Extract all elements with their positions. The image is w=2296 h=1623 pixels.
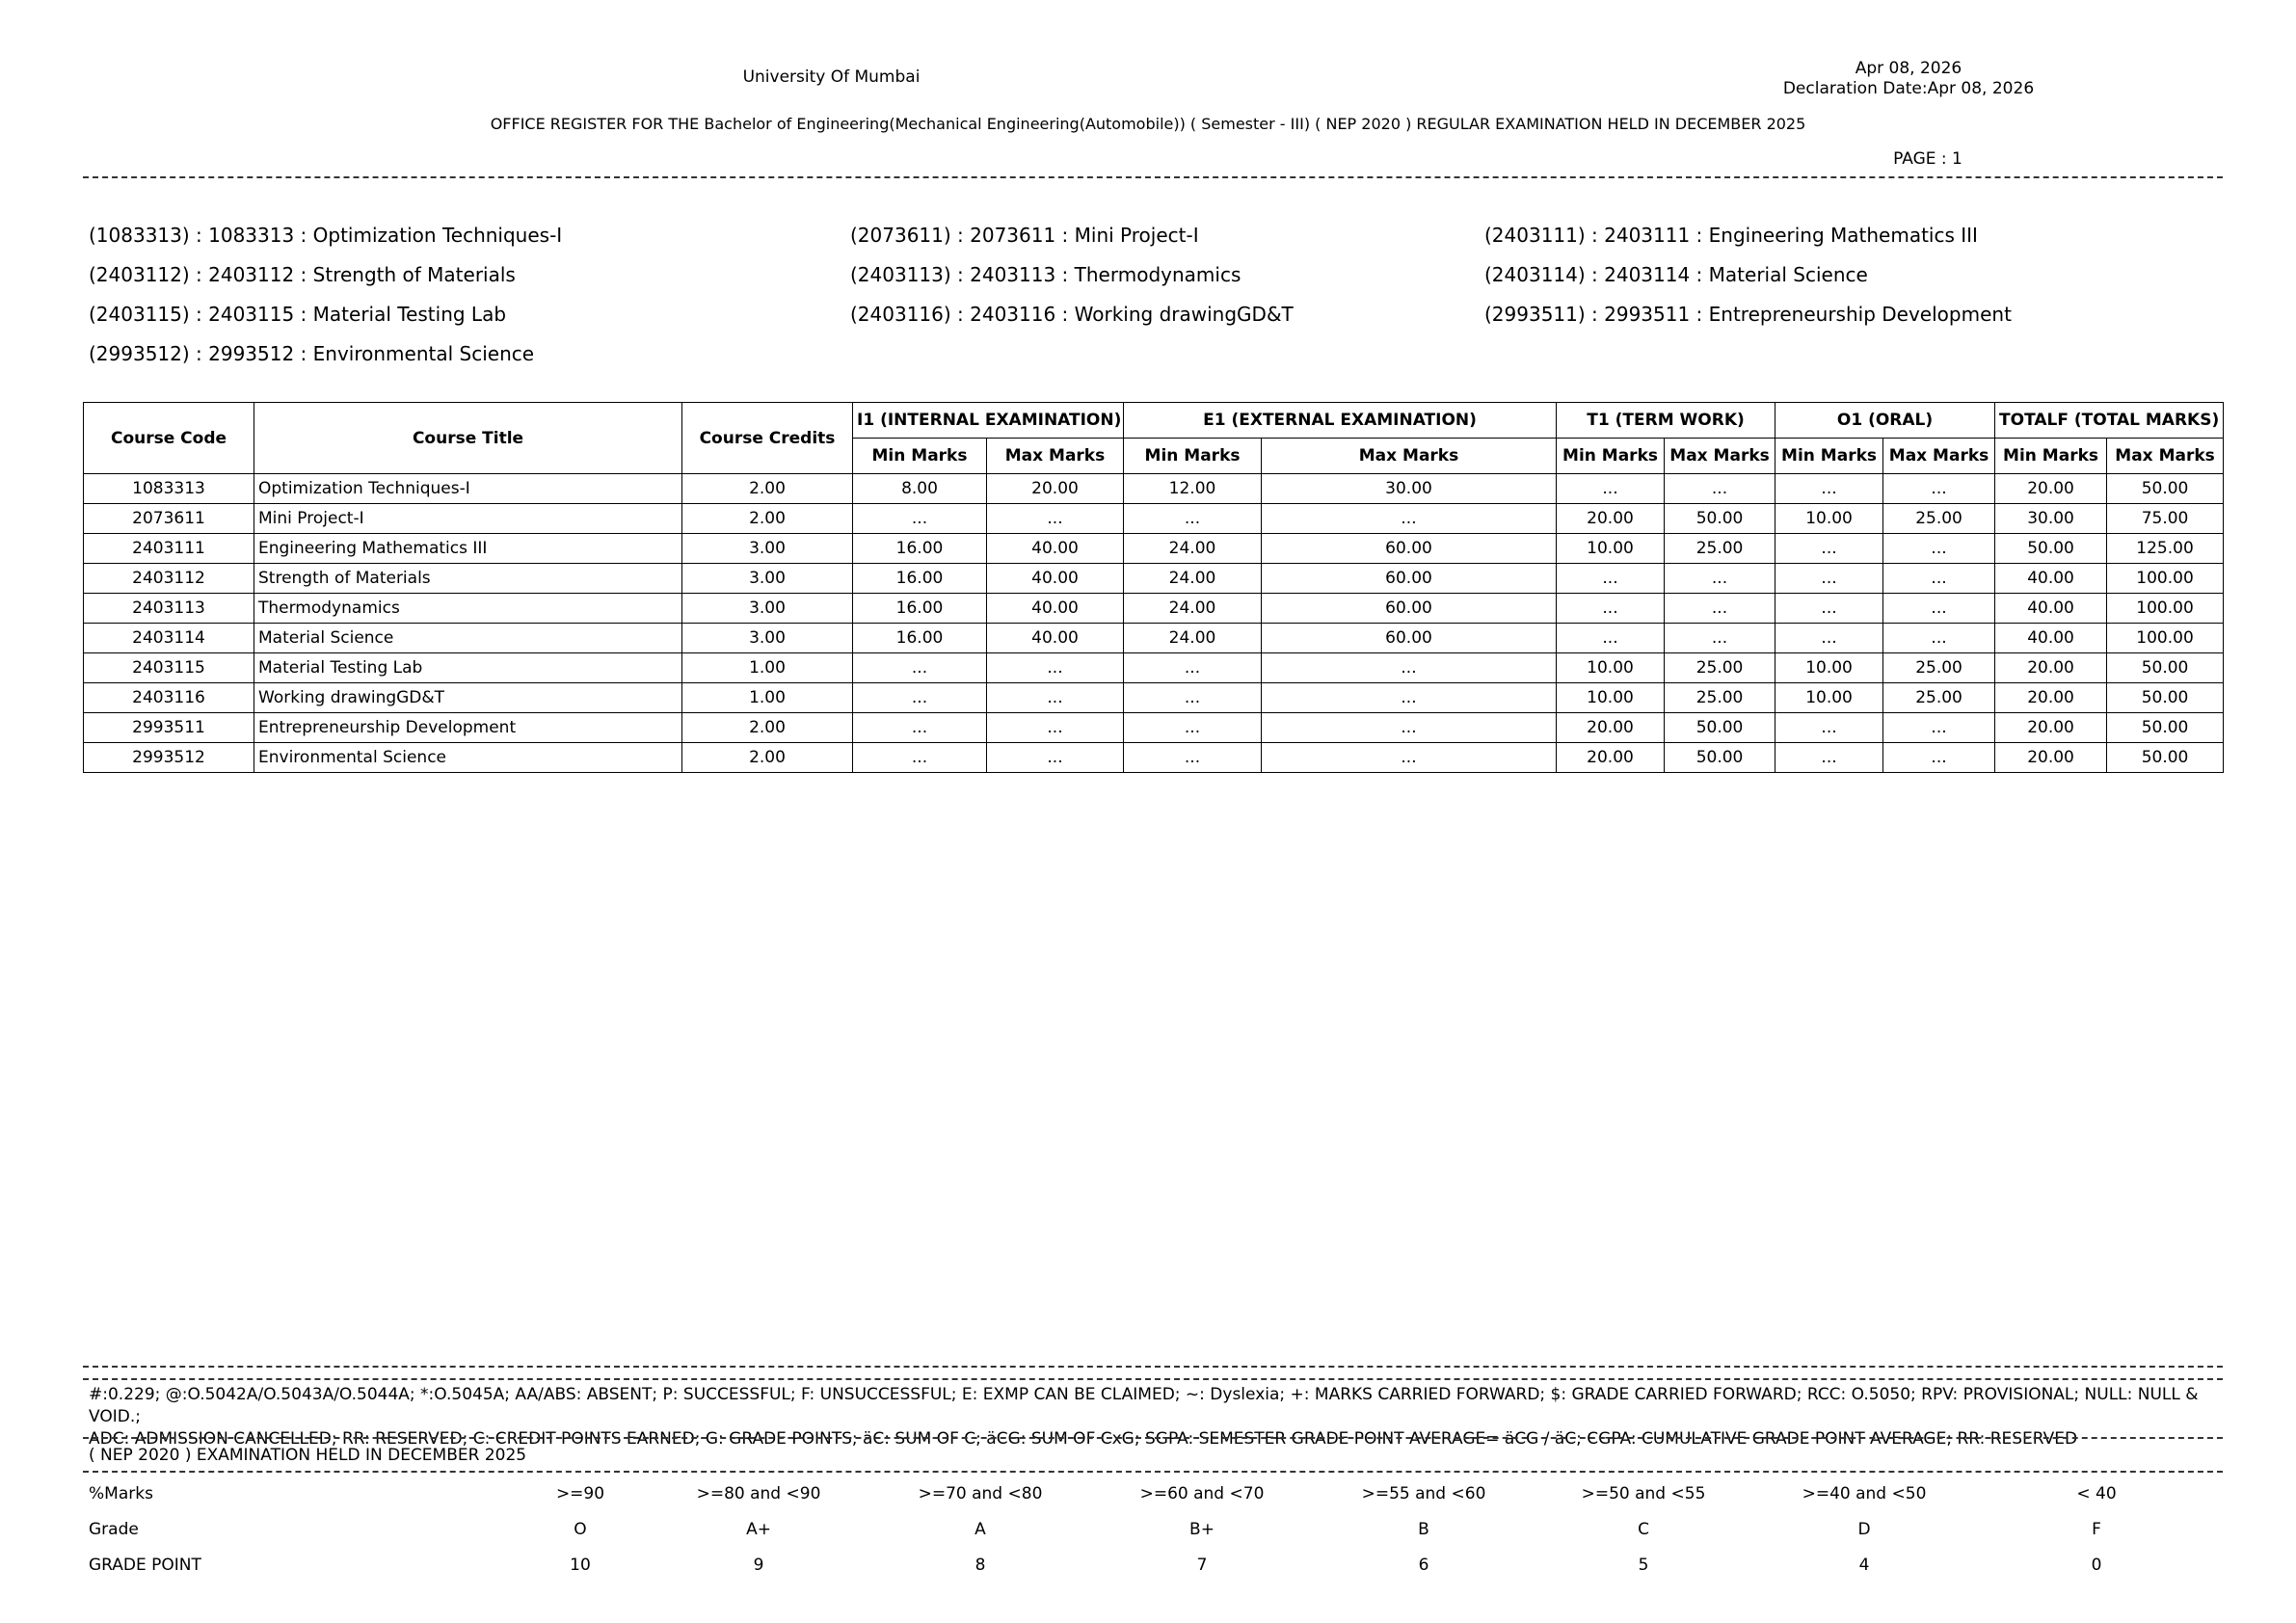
table-row	[84, 534, 2224, 564]
marks-cell: ...	[1262, 713, 1557, 743]
course-title-cell: Mini Project-I	[254, 504, 682, 534]
course-code-cell: 2993512	[84, 743, 254, 773]
grade-cell: A	[974, 1520, 986, 1539]
grade-row	[89, 1484, 2229, 1507]
header-max-marks: Max Marks	[2107, 439, 2224, 474]
marks-cell: ...	[987, 504, 1124, 534]
marks-cell: 20.00	[1995, 474, 2107, 504]
grade-cell: B	[1418, 1520, 1429, 1539]
header-course-credits: Course Credits	[682, 403, 853, 474]
course-code-cell: 2403114	[84, 624, 254, 653]
grade-cell: 8	[974, 1556, 986, 1575]
marks-cell: 20.00	[987, 474, 1124, 504]
marks-cell: 10.00	[1557, 653, 1665, 683]
marks-cell: 40.00	[987, 534, 1124, 564]
marks-cell: ...	[987, 743, 1124, 773]
course-list-item: (2073611) : 2073611 : Mini Project-I	[850, 224, 1199, 247]
marks-cell: 25.00	[1665, 683, 1775, 713]
table-row	[84, 564, 2224, 594]
marks-cell: ...	[1557, 594, 1665, 624]
grade-cell: 9	[753, 1556, 764, 1575]
marks-cell: 30.00	[1262, 474, 1557, 504]
divider-line	[83, 176, 2223, 178]
marks-cell: 16.00	[853, 564, 987, 594]
marks-cell: 50.00	[2107, 653, 2224, 683]
marks-cell: 50.00	[2107, 713, 2224, 743]
divider-line	[83, 1366, 2223, 1368]
marks-cell: 10.00	[1775, 504, 1883, 534]
marks-cell: ...	[987, 713, 1124, 743]
course-list-item: (2403111) : 2403111 : Engineering Mathematics III	[1484, 224, 1978, 247]
marks-cell: 100.00	[2107, 594, 2224, 624]
marks-cell: ...	[1775, 743, 1883, 773]
marks-cell: 40.00	[1995, 564, 2107, 594]
grade-row-label: %Marks	[89, 1484, 153, 1503]
legend-line: #:0.229; @:O.5042A/O.5043A/O.5044A; *:O.5045A; AA/ABS: ABSENT; P: SUCCESSFUL; F: UNSUCCESSFUL; E: EXMP CAN BE CLAIMED; ~: Dyslexia; +: MARKS CARRIED FORWARD; $: GRADE CARRIED FORWARD; RCC: O.5050; RPV: PROVISIONAL; NULL: NULL & VOID.;	[89, 1385, 2199, 1426]
table-row	[84, 474, 2224, 504]
course-list-item: (2403116) : 2403116 : Working drawingGD&T	[850, 303, 1294, 326]
marks-cell: ...	[1775, 594, 1883, 624]
marks-cell: 3.00	[682, 534, 853, 564]
marks-cell: 24.00	[1124, 594, 1262, 624]
marks-cell: 2.00	[682, 743, 853, 773]
grade-row	[89, 1520, 2229, 1543]
course-code-cell: 2403112	[84, 564, 254, 594]
marks-cell: 12.00	[1124, 474, 1262, 504]
header-max-marks: Max Marks	[1262, 439, 1557, 474]
course-title-cell: Working drawingGD&T	[254, 683, 682, 713]
course-list-item: (2403114) : 2403114 : Material Science	[1484, 263, 1868, 286]
marks-cell: ...	[1262, 504, 1557, 534]
marks-cell: 20.00	[1995, 713, 2107, 743]
header-min-marks: Min Marks	[1557, 439, 1665, 474]
course-title-cell: Strength of Materials	[254, 564, 682, 594]
header-max-marks: Max Marks	[1883, 439, 1995, 474]
header-course-code: Course Code	[84, 403, 254, 474]
marks-cell: 25.00	[1883, 683, 1995, 713]
marks-cell: 50.00	[2107, 743, 2224, 773]
course-title-cell: Entrepreneurship Development	[254, 713, 682, 743]
marks-cell: 50.00	[2107, 683, 2224, 713]
marks-cell: 20.00	[1995, 743, 2107, 773]
course-list-item: (1083313) : 1083313 : Optimization Techniques-I	[89, 224, 563, 247]
marks-cell: 10.00	[1775, 683, 1883, 713]
divider-line	[83, 1437, 2223, 1439]
table-row	[84, 504, 2224, 534]
marks-cell: 40.00	[987, 624, 1124, 653]
marks-cell: 1.00	[682, 653, 853, 683]
course-list-item: (2403115) : 2403115 : Material Testing Lab	[89, 303, 507, 326]
marks-cell: ...	[1775, 474, 1883, 504]
divider-line	[83, 1471, 2223, 1473]
marks-cell: ...	[1665, 594, 1775, 624]
course-title-cell: Thermodynamics	[254, 594, 682, 624]
grade-cell: 6	[1418, 1556, 1429, 1575]
marks-cell: ...	[1665, 624, 1775, 653]
grade-cell: >=55 and <60	[1361, 1484, 1486, 1503]
header-max-marks: Max Marks	[1665, 439, 1775, 474]
grade-cell: C	[1638, 1520, 1649, 1539]
header-min-marks: Min Marks	[1775, 439, 1883, 474]
course-title-cell: Environmental Science	[254, 743, 682, 773]
marks-cell: 40.00	[1995, 624, 2107, 653]
course-code-cell: 2403115	[84, 653, 254, 683]
course-code-cell: 2993511	[84, 713, 254, 743]
marks-cell: 40.00	[1995, 594, 2107, 624]
marks-cell: ...	[853, 713, 987, 743]
marks-cell: 20.00	[1995, 683, 2107, 713]
course-title-cell: Engineering Mathematics III	[254, 534, 682, 564]
marks-cell: ...	[1262, 743, 1557, 773]
course-code-cell: 2403116	[84, 683, 254, 713]
header-total-marks: TOTALF (TOTAL MARKS)	[1995, 403, 2224, 439]
marks-cell: ...	[1557, 564, 1665, 594]
marks-cell: 75.00	[2107, 504, 2224, 534]
marks-cell: 16.00	[853, 534, 987, 564]
grade-cell: >=50 and <55	[1581, 1484, 1706, 1503]
grade-cell: 5	[1638, 1556, 1649, 1575]
marks-cell: 3.00	[682, 594, 853, 624]
divider-line	[83, 1378, 2223, 1380]
course-code-cell: 1083313	[84, 474, 254, 504]
table-row	[84, 594, 2224, 624]
header-internal-exam: I1 (INTERNAL EXAMINATION)	[853, 403, 1124, 439]
marks-cell: ...	[1124, 743, 1262, 773]
marks-cell: 16.00	[853, 624, 987, 653]
marks-cell: ...	[853, 504, 987, 534]
abbreviation-legend	[89, 1384, 2229, 1450]
grade-cell: 7	[1196, 1556, 1208, 1575]
marks-cell: 10.00	[1557, 683, 1665, 713]
table-row	[84, 624, 2224, 653]
grade-cell: >=80 and <90	[696, 1484, 821, 1503]
course-code-cell: 2073611	[84, 504, 254, 534]
marks-cell: ...	[1883, 564, 1995, 594]
marks-cell: ...	[1557, 474, 1665, 504]
header-term-work: T1 (TERM WORK)	[1557, 403, 1775, 439]
course-code-cell: 2403111	[84, 534, 254, 564]
header-course-title: Course Title	[254, 403, 682, 474]
header-oral: O1 (ORAL)	[1775, 403, 1995, 439]
course-list-item: (2403113) : 2403113 : Thermodynamics	[850, 263, 1241, 286]
marks-cell: 60.00	[1262, 594, 1557, 624]
marks-cell: 20.00	[1995, 653, 2107, 683]
course-title-cell: Material Testing Lab	[254, 653, 682, 683]
table-row	[84, 713, 2224, 743]
marks-cell: 50.00	[2107, 474, 2224, 504]
marks-cell: ...	[1124, 713, 1262, 743]
marks-cell: ...	[1883, 624, 1995, 653]
marks-cell: ...	[1124, 683, 1262, 713]
marks-cell: 10.00	[1557, 534, 1665, 564]
marks-cell: ...	[1124, 653, 1262, 683]
course-list-item: (2403112) : 2403112 : Strength of Materials	[89, 263, 516, 286]
marks-cell: 3.00	[682, 564, 853, 594]
grade-cell: 10	[570, 1556, 591, 1575]
marks-cell: 50.00	[1665, 713, 1775, 743]
marks-cell: 40.00	[987, 594, 1124, 624]
marks-cell: 2.00	[682, 474, 853, 504]
legend-line: ADC: ADMISSION CANCELLED; RR: RESERVED; C: CREDIT POINTS EARNED; G: GRADE POINTS; äC: SUM OF C; äCG: SUM OF CxG; SGPA: SEMESTER GRADE POINT AVERAGE= äCG / äC; CGPA: CUMULATIVE GRADE POINT AVERAGE; RR: RESERVED	[89, 1429, 2078, 1449]
header-min-marks: Min Marks	[853, 439, 987, 474]
grade-cell: >=60 and <70	[1139, 1484, 1265, 1503]
marks-cell: 3.00	[682, 624, 853, 653]
table-row	[84, 743, 2224, 773]
marks-cell: 125.00	[2107, 534, 2224, 564]
marks-cell: 30.00	[1995, 504, 2107, 534]
marks-cell: ...	[1883, 743, 1995, 773]
marks-cell: ...	[987, 683, 1124, 713]
marks-cell: 60.00	[1262, 534, 1557, 564]
marks-cell: ...	[853, 683, 987, 713]
course-code-cell: 2403113	[84, 594, 254, 624]
grade-cell: D	[1857, 1520, 1871, 1539]
marks-cell: 2.00	[682, 713, 853, 743]
grade-cell: F	[2092, 1520, 2101, 1539]
marks-cell: 20.00	[1557, 504, 1665, 534]
header-max-marks: Max Marks	[987, 439, 1124, 474]
marks-cell: ...	[1262, 683, 1557, 713]
course-title-cell: Material Science	[254, 624, 682, 653]
course-list-item: (2993512) : 2993512 : Environmental Science	[89, 342, 535, 365]
marks-table	[83, 402, 2224, 773]
university-name: University Of Mumbai	[742, 67, 921, 87]
header-min-marks: Min Marks	[1995, 439, 2107, 474]
marks-table-body	[84, 474, 2224, 773]
marks-cell: 50.00	[1665, 504, 1775, 534]
marks-cell: 20.00	[1557, 713, 1665, 743]
table-row	[84, 653, 2224, 683]
grade-row-label: GRADE POINT	[89, 1556, 201, 1575]
header-min-marks: Min Marks	[1124, 439, 1262, 474]
grade-cell: < 40	[2076, 1484, 2117, 1503]
marks-cell: 8.00	[853, 474, 987, 504]
marks-cell: ...	[1775, 534, 1883, 564]
marks-cell: ...	[853, 743, 987, 773]
marks-cell: ...	[1883, 713, 1995, 743]
marks-cell: 60.00	[1262, 624, 1557, 653]
marks-cell: ...	[1883, 474, 1995, 504]
grade-cell: >=40 and <50	[1802, 1484, 1927, 1503]
marks-cell: ...	[1665, 474, 1775, 504]
office-register-title: OFFICE REGISTER FOR THE Bachelor of Engineering(Mechanical Engineering(Automobile)) ( Semester - III) ( NEP 2020 ) REGULAR EXAMINATION HELD IN DECEMBER 2025	[490, 115, 1806, 133]
marks-cell: 40.00	[987, 564, 1124, 594]
marks-cell: 10.00	[1775, 653, 1883, 683]
marks-cell: 60.00	[1262, 564, 1557, 594]
table-row	[84, 683, 2224, 713]
marks-cell: 25.00	[1883, 653, 1995, 683]
marks-cell: ...	[1262, 653, 1557, 683]
grade-cell: >=90	[555, 1484, 605, 1503]
page-number: PAGE : 1	[1893, 149, 1962, 169]
course-list-item: (2993511) : 2993511 : Entrepreneurship Development	[1484, 303, 2012, 326]
marks-cell: ...	[1557, 624, 1665, 653]
marks-cell: ...	[987, 653, 1124, 683]
marks-cell: ...	[1124, 504, 1262, 534]
marks-cell: 100.00	[2107, 624, 2224, 653]
marks-cell: 50.00	[1665, 743, 1775, 773]
grade-cell: 0	[2091, 1556, 2102, 1575]
grade-cell: B+	[1189, 1520, 1215, 1539]
header-external-exam: E1 (EXTERNAL EXAMINATION)	[1124, 403, 1557, 439]
marks-cell: ...	[1775, 624, 1883, 653]
date-block	[1725, 59, 2092, 99]
marks-cell: 50.00	[1995, 534, 2107, 564]
marks-cell: 24.00	[1124, 624, 1262, 653]
marks-cell: ...	[1775, 713, 1883, 743]
grade-cell: O	[574, 1520, 587, 1539]
marks-cell: 24.00	[1124, 534, 1262, 564]
marks-cell: ...	[1665, 564, 1775, 594]
marks-cell: ...	[1775, 564, 1883, 594]
marks-cell: ...	[1883, 594, 1995, 624]
marks-cell: ...	[1883, 534, 1995, 564]
grade-cell: >=70 and <80	[918, 1484, 1043, 1503]
declaration-date: Declaration Date:Apr 08, 2026	[1782, 79, 2035, 98]
grade-row-label: Grade	[89, 1520, 139, 1539]
marks-cell: ...	[853, 653, 987, 683]
course-title-cell: Optimization Techniques-I	[254, 474, 682, 504]
marks-cell: 20.00	[1557, 743, 1665, 773]
marks-cell: 24.00	[1124, 564, 1262, 594]
marks-cell: 25.00	[1883, 504, 1995, 534]
marks-cell: 25.00	[1665, 653, 1775, 683]
marks-cell: 1.00	[682, 683, 853, 713]
marks-cell: 2.00	[682, 504, 853, 534]
exam-held-label: ( NEP 2020 ) EXAMINATION HELD IN DECEMBER 2025	[89, 1446, 527, 1465]
marks-cell: 16.00	[853, 594, 987, 624]
marks-cell: 100.00	[2107, 564, 2224, 594]
grade-cell: 4	[1858, 1556, 1870, 1575]
marks-cell: 25.00	[1665, 534, 1775, 564]
grade-row	[89, 1556, 2229, 1579]
grade-cell: A+	[746, 1520, 771, 1539]
print-date: Apr 08, 2026	[1855, 59, 1962, 78]
